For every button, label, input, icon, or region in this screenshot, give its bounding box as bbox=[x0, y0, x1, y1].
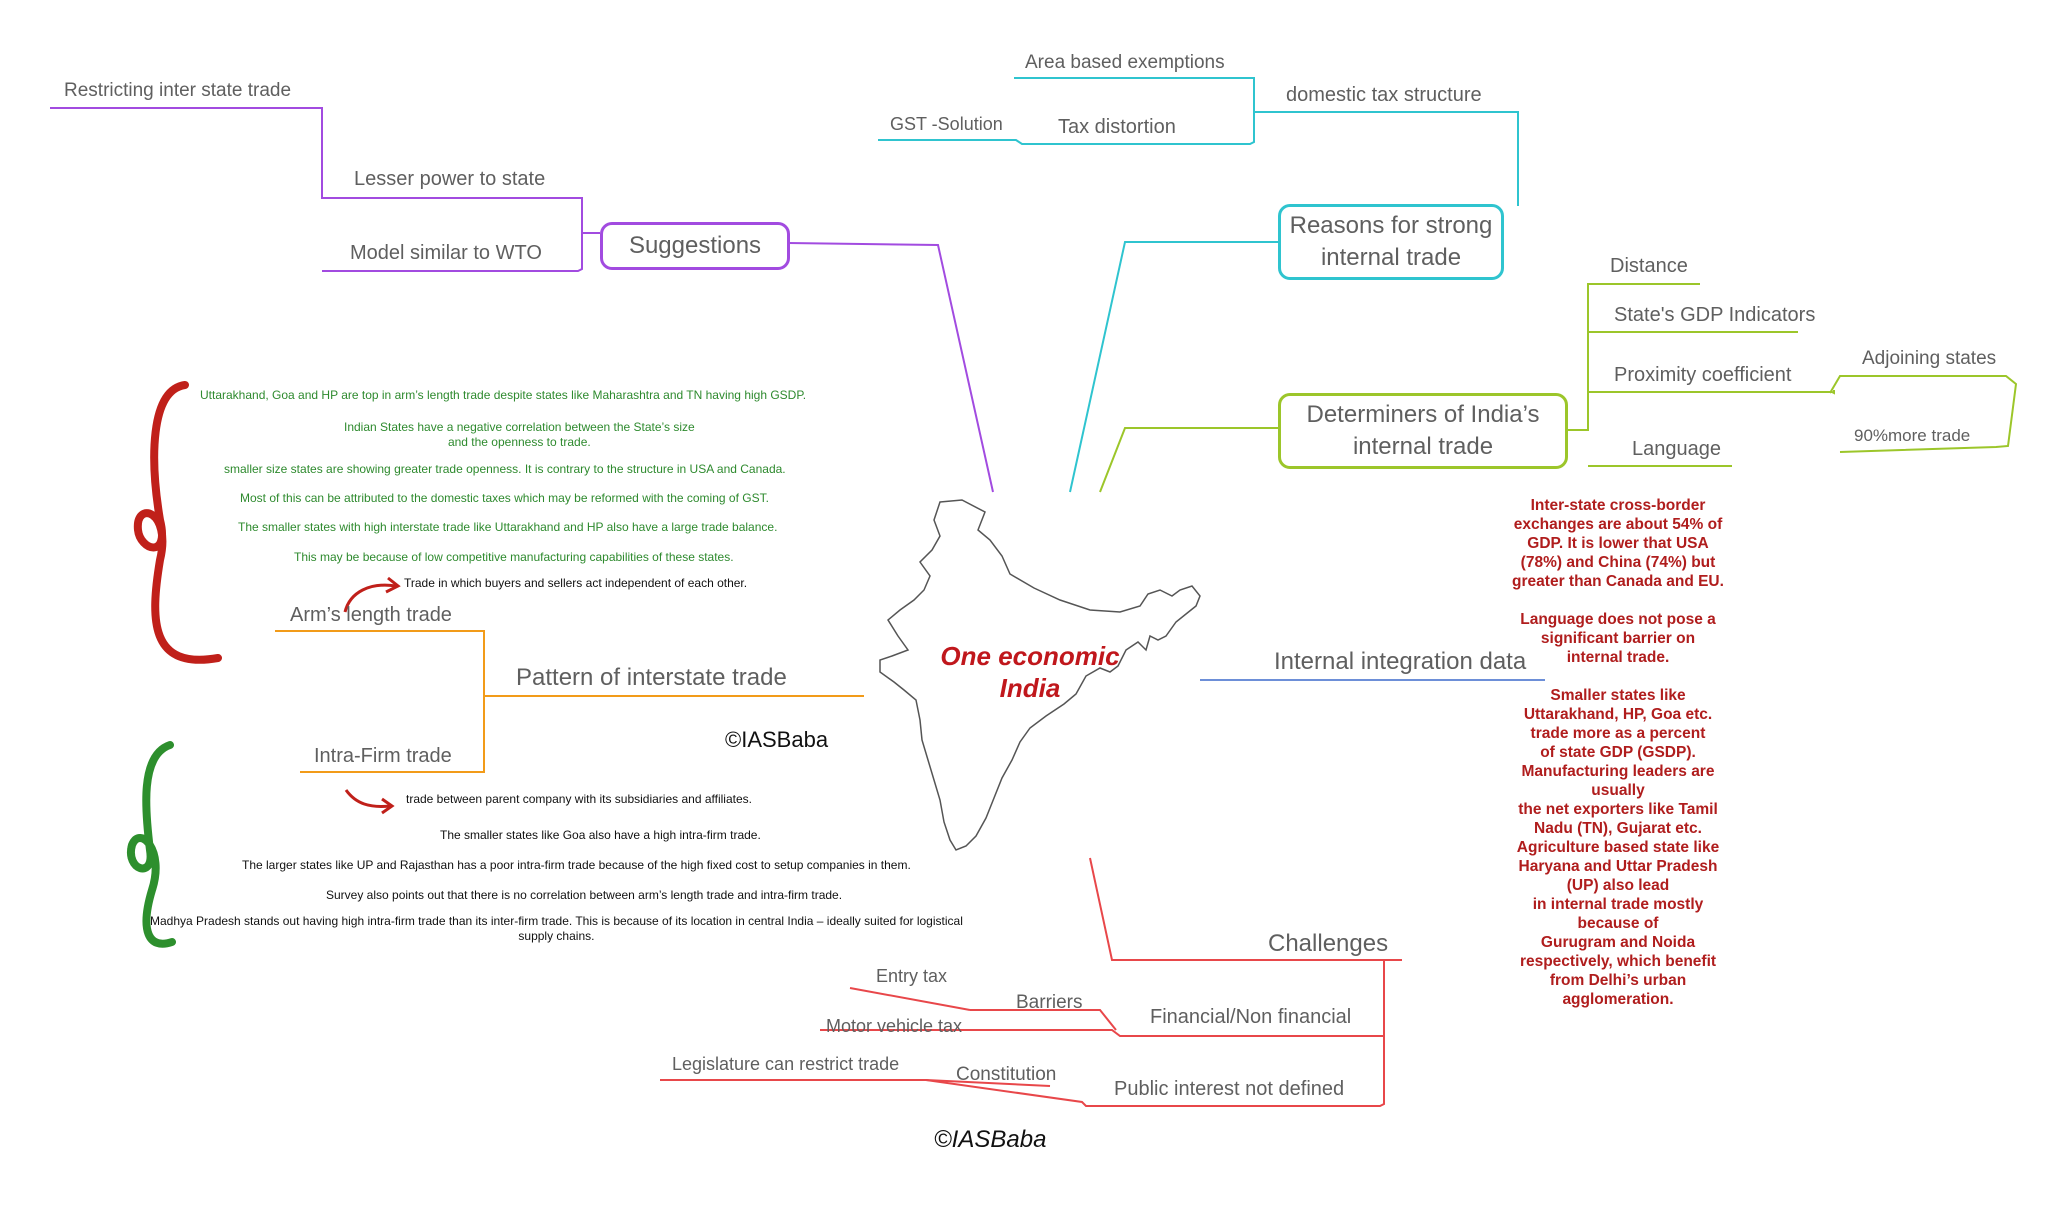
watermark-top: ©IASBaba bbox=[725, 727, 829, 752]
center-title bbox=[900, 640, 1160, 704]
determiner-distance: Distance bbox=[1610, 255, 1688, 277]
pattern-intra-firm: Intra-Firm trade bbox=[314, 745, 452, 767]
challenge-constitution: Constitution bbox=[956, 1064, 1057, 1085]
pattern-node[interactable]: Pattern of interstate trade bbox=[516, 664, 787, 691]
challenge-entry-tax: Entry tax bbox=[876, 966, 948, 986]
integration-node[interactable]: Internal integration data bbox=[1274, 648, 1527, 675]
challenge-financial: Financial/Non financial bbox=[1150, 1006, 1352, 1028]
arms-note: Uttarakhand, Goa and HP are top in arm’s length trade despite states like Maharashtra and TN having high GSDP. bbox=[200, 388, 807, 402]
determiner-gdp: State's GDP Indicators bbox=[1614, 304, 1816, 326]
reason-area-exemptions: Area based exemptions bbox=[1025, 52, 1225, 73]
arms-note: smaller size states are showing greater trade openness. It is contrary to the structure in USA and Canada. bbox=[224, 462, 786, 476]
challenge-motor-tax: Motor vehicle tax bbox=[826, 1016, 963, 1036]
challenge-barriers: Barriers bbox=[1016, 992, 1083, 1013]
center-title-text: One economic India bbox=[940, 641, 1120, 703]
arms-note: Indian States have a negative correlation between the State’s size and the openness to trade. bbox=[344, 420, 695, 449]
determiner-language: Language bbox=[1632, 438, 1721, 460]
red-brace bbox=[138, 385, 218, 660]
reason-tax-distortion: Tax distortion bbox=[1058, 116, 1176, 138]
reasons-node[interactable] bbox=[1278, 204, 1504, 280]
suggestions-node[interactable]: Suggestions bbox=[600, 222, 790, 270]
pattern-arms-length: Arm’s length trade bbox=[290, 604, 452, 626]
suggestion-sub-item: Restricting inter state trade bbox=[64, 80, 292, 101]
arms-note: The smaller states with high interstate trade like Uttarakhand and HP also have a large trade balance. bbox=[238, 520, 778, 534]
determiners-label: Determiners of India’s internal trade bbox=[1306, 401, 1540, 460]
arms-note: Most of this can be attributed to the domestic taxes which may be reformed with the coming of GST. bbox=[240, 491, 769, 505]
intra-note: Madhya Pradesh stands out having high intra-firm trade than its inter-firm trade. This is because of its location in central India – ideally suited for logistical supply chains. bbox=[150, 914, 963, 943]
reasons-label: Reasons for strong internal trade bbox=[1289, 212, 1493, 271]
determiner-proximity: Proximity coefficient bbox=[1614, 364, 1792, 386]
challenge-public-interest: Public interest not defined bbox=[1114, 1078, 1345, 1100]
challenge-legislature: Legislature can restrict trade bbox=[672, 1054, 900, 1074]
watermark-bottom: ©IASBaba bbox=[934, 1126, 1047, 1153]
arms-length-definition: Trade in which buyers and sellers act independent of each other. bbox=[404, 576, 748, 590]
reason-domestic-tax: domestic tax structure bbox=[1286, 84, 1482, 106]
challenges-node[interactable]: Challenges bbox=[1268, 930, 1389, 957]
arms-note: This may be because of low competitive manufacturing capabilities of these states. bbox=[294, 550, 734, 564]
suggestion-item-lesser-power: Lesser power to state bbox=[354, 168, 546, 190]
intra-note: Survey also points out that there is no correlation between arm’s length trade and intra-firm trade. bbox=[326, 888, 843, 902]
intra-note: The larger states like UP and Rajasthan has a poor intra-firm trade because of the high fixed cost to setup companies in them. bbox=[242, 858, 911, 872]
suggestion-item-wto: Model similar to WTO bbox=[350, 242, 542, 264]
intra-firm-definition: trade between parent company with its subsidiaries and affiliates. bbox=[406, 792, 752, 806]
intra-note: The smaller states like Goa also have a high intra-firm trade. bbox=[440, 828, 761, 842]
determiners-node[interactable] bbox=[1278, 393, 1568, 469]
integration-data-text: Inter-state cross-border exchanges are about 54% of GDP. It is lower that USA (78%) and China (74%) but greater than Canada and EU. Language does not pose a significant barrier on internal trade. Smaller states like Uttarakhand, HP, Goa etc. trade more as a percent of state GDP (GSDP). Manufacturing leaders are usually the net exporters like Tamil Nadu (TN), Gujarat etc. Agriculture based state like Haryana and Uttar Pradesh (UP) also lead in internal trade mostly because of Gurugram and Noida respectively, which benefit from Delhi’s urban agglomeration. bbox=[1512, 497, 1724, 1008]
determiner-adjoining: Adjoining states bbox=[1862, 348, 1997, 369]
determiner-more-trade: 90%more trade bbox=[1854, 426, 1971, 445]
reason-gst-solution: GST -Solution bbox=[890, 114, 1003, 134]
